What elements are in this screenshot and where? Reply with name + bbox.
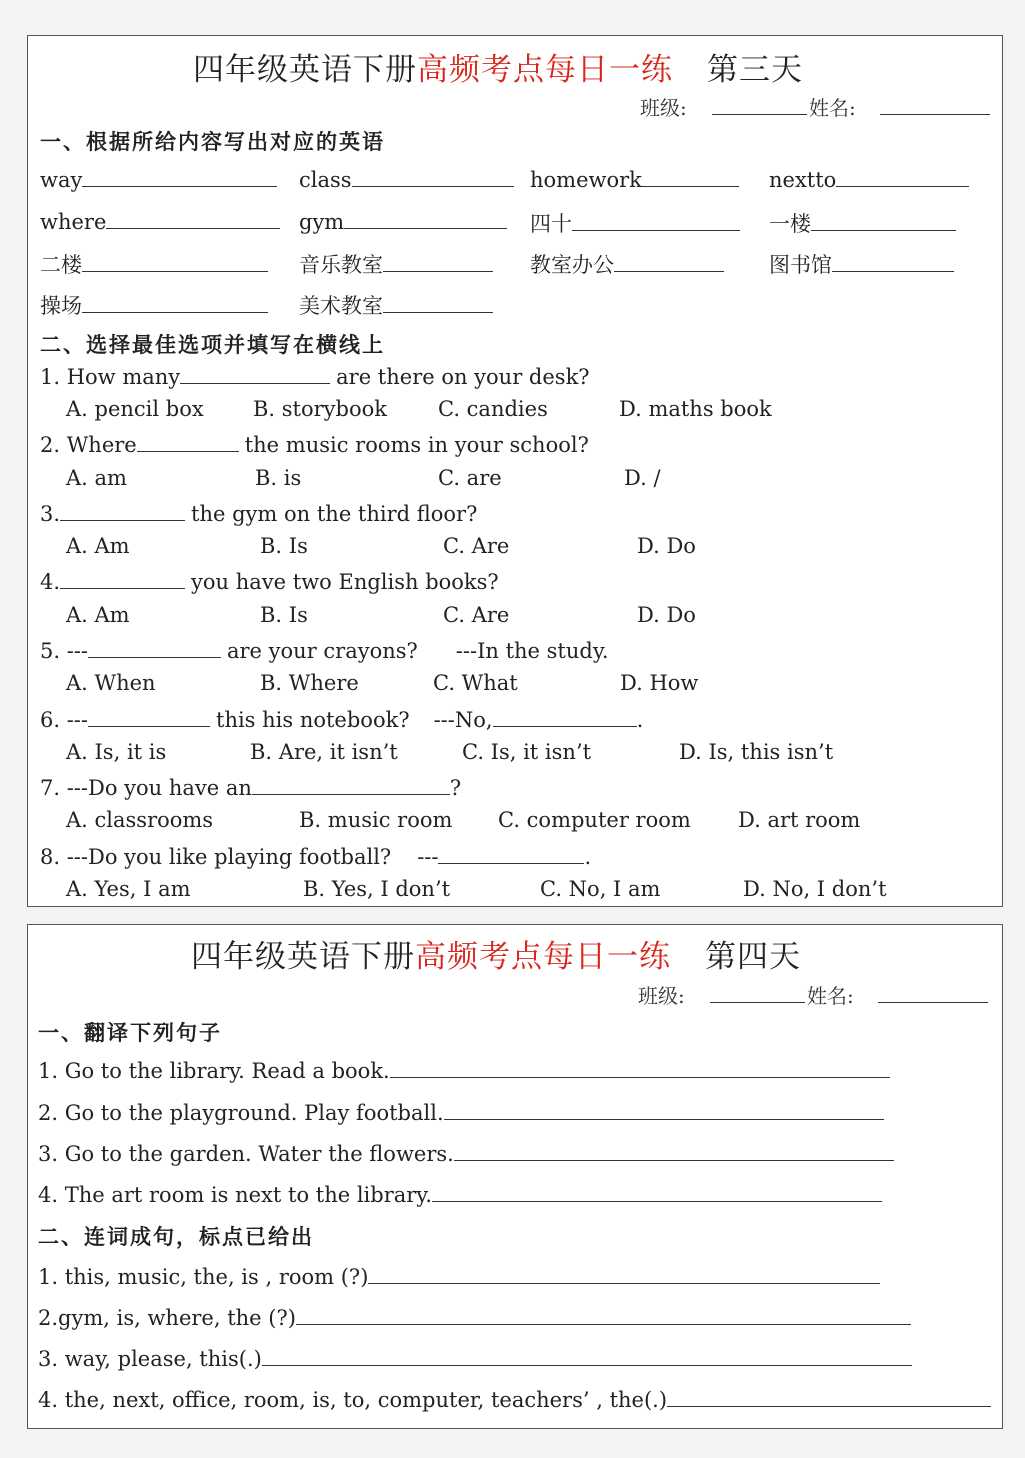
option-d[interactable]: D. Do [637, 534, 696, 558]
option-d[interactable]: D. Is, this isn’t [679, 740, 834, 764]
order-item: 2.gym, is, where, the (?) [38, 1304, 911, 1330]
option-d[interactable]: D. How [620, 671, 699, 695]
option-a[interactable]: A. Is, it is [66, 740, 167, 764]
option-c[interactable]: C. candies [438, 397, 548, 421]
option-a[interactable]: A. am [66, 466, 127, 490]
day-label: 第三天 [707, 52, 803, 88]
answer-blank[interactable] [106, 208, 280, 229]
answer-blank[interactable] [432, 1181, 882, 1202]
question-3: 3. the gym on the third floor? [40, 502, 478, 526]
answer-blank[interactable] [667, 1386, 991, 1407]
question-5: 5. --- are your crayons? ---In the study. [40, 639, 609, 663]
option-d[interactable]: D. art room [738, 808, 861, 832]
worksheet-day3 [27, 35, 1003, 907]
question-8: 8. ---Do you like playing football? --- . [40, 845, 592, 869]
section2-title: 二、选择最佳选项并填写在横线上 [40, 332, 385, 357]
title-black: 四年级英语下册 [191, 939, 415, 975]
option-b[interactable]: B. music room [299, 808, 453, 832]
answer-blank[interactable] [82, 251, 268, 272]
option-c[interactable]: C. Are [443, 534, 510, 558]
page-title [191, 931, 801, 976]
title-red: 高频考点每日一练 [417, 52, 673, 88]
translate-item: 1. Go to the library. Read a book. [38, 1057, 890, 1083]
vocab-item: 二楼 [40, 249, 268, 279]
title-red: 高频考点每日一练 [415, 939, 671, 975]
vocab-item: gym [299, 208, 507, 234]
option-d[interactable]: D. maths book [619, 397, 772, 421]
option-c[interactable]: C. computer room [498, 808, 691, 832]
class-blank[interactable] [712, 114, 807, 115]
vocab-item: 操场 [40, 290, 268, 320]
answer-blank[interactable] [137, 431, 239, 452]
vocab-item: 美术教室 [299, 290, 493, 320]
answer-blank[interactable] [444, 1099, 884, 1120]
answer-blank[interactable] [252, 774, 450, 795]
option-a[interactable]: A. classrooms [66, 808, 214, 832]
class-label: 班级: [640, 96, 687, 120]
answer-blank[interactable] [344, 208, 507, 229]
vocab-item: where [40, 208, 280, 234]
vocab-item: class [299, 166, 514, 192]
order-item: 3. way, please, this(.) [38, 1345, 912, 1371]
answer-blank[interactable] [438, 843, 584, 864]
answer-blank[interactable] [368, 1263, 880, 1284]
translate-item: 4. The art room is next to the library. [38, 1181, 882, 1207]
answer-blank[interactable] [262, 1345, 912, 1366]
option-c[interactable]: C. Are [443, 603, 510, 627]
answer-blank[interactable] [572, 210, 740, 231]
vocab-item: 音乐教室 [299, 249, 493, 279]
vocab-item: way [40, 166, 277, 192]
option-d[interactable]: D. No, I don’t [743, 877, 887, 901]
page-title [193, 44, 803, 89]
answer-blank[interactable] [88, 706, 210, 727]
answer-blank[interactable] [642, 166, 739, 187]
answer-blank[interactable] [88, 637, 221, 658]
vocab-item: homework [530, 166, 739, 192]
answer-blank[interactable] [493, 706, 637, 727]
answer-blank[interactable] [454, 1140, 894, 1161]
question-6: 6. --- this his notebook? ---No, . [40, 708, 644, 732]
answer-blank[interactable] [180, 363, 330, 384]
section1-title: 一、翻译下列句子 [38, 1020, 222, 1045]
option-a[interactable]: A. pencil box [66, 397, 204, 421]
answer-blank[interactable] [60, 568, 185, 589]
option-d[interactable]: D. Do [637, 603, 696, 627]
option-c[interactable]: C. What [433, 671, 518, 695]
vocab-item: 四十 [530, 208, 740, 238]
option-d[interactable]: D. / [624, 466, 661, 490]
option-a[interactable]: A. Am [66, 534, 130, 558]
translate-item: 3. Go to the garden. Water the flowers. [38, 1140, 894, 1166]
question-2: 2. Where the music rooms in your school? [40, 433, 589, 457]
option-b[interactable]: B. storybook [253, 397, 387, 421]
vocab-item: nextto [769, 166, 969, 192]
name-label: 姓名: [807, 984, 854, 1008]
translate-item: 2. Go to the playground. Play football. [38, 1099, 884, 1125]
option-c[interactable]: C. are [438, 466, 502, 490]
answer-blank[interactable] [832, 251, 954, 272]
question-1: 1. How many are there on your desk? [40, 365, 590, 389]
order-item: 4. the, next, office, room, is, to, computer, teachers’ , the(.) [38, 1386, 991, 1412]
name-blank[interactable] [878, 1002, 988, 1003]
answer-blank[interactable] [836, 166, 969, 187]
option-b[interactable]: B. Are, it isn’t [250, 740, 398, 764]
class-label: 班级: [638, 984, 685, 1008]
answer-blank[interactable] [60, 500, 185, 521]
name-blank[interactable] [880, 114, 990, 115]
answer-blank[interactable] [352, 166, 514, 187]
worksheet-day4 [27, 924, 1003, 1429]
class-blank[interactable] [710, 1002, 805, 1003]
vocab-item: 一楼 [769, 208, 956, 238]
option-b[interactable]: B. Yes, I don’t [303, 877, 451, 901]
section2-title: 二、连词成句，标点已给出 [38, 1224, 314, 1249]
answer-blank[interactable] [82, 292, 268, 313]
answer-blank[interactable] [383, 251, 493, 272]
option-b[interactable]: B. Where [260, 671, 359, 695]
vocab-item: 图书馆 [769, 249, 954, 279]
option-a[interactable]: A. When [66, 671, 156, 695]
section1-title: 一、根据所给内容写出对应的英语 [40, 129, 385, 154]
question-4: 4. you have two English books? [40, 570, 499, 594]
answer-blank[interactable] [811, 210, 956, 231]
title-black: 四年级英语下册 [193, 52, 417, 88]
option-a[interactable]: A. Yes, I am [66, 877, 191, 901]
vocab-item: 教室办公 [530, 249, 724, 279]
option-b[interactable]: B. Is [260, 534, 308, 558]
option-c[interactable]: C. No, I am [540, 877, 661, 901]
answer-blank[interactable] [614, 251, 724, 272]
option-a[interactable]: A. Am [66, 603, 130, 627]
order-item: 1. this, music, the, is , room (?) [38, 1263, 880, 1289]
answer-blank[interactable] [390, 1057, 890, 1078]
option-c[interactable]: C. Is, it isn’t [462, 740, 592, 764]
day-label: 第四天 [705, 939, 801, 975]
answer-blank[interactable] [296, 1304, 911, 1325]
answer-blank[interactable] [383, 292, 493, 313]
answer-blank[interactable] [82, 166, 277, 187]
question-7: 7. ---Do you have an ? [40, 776, 462, 800]
name-label: 姓名: [809, 96, 856, 120]
option-b[interactable]: B. is [255, 466, 302, 490]
option-b[interactable]: B. Is [260, 603, 308, 627]
